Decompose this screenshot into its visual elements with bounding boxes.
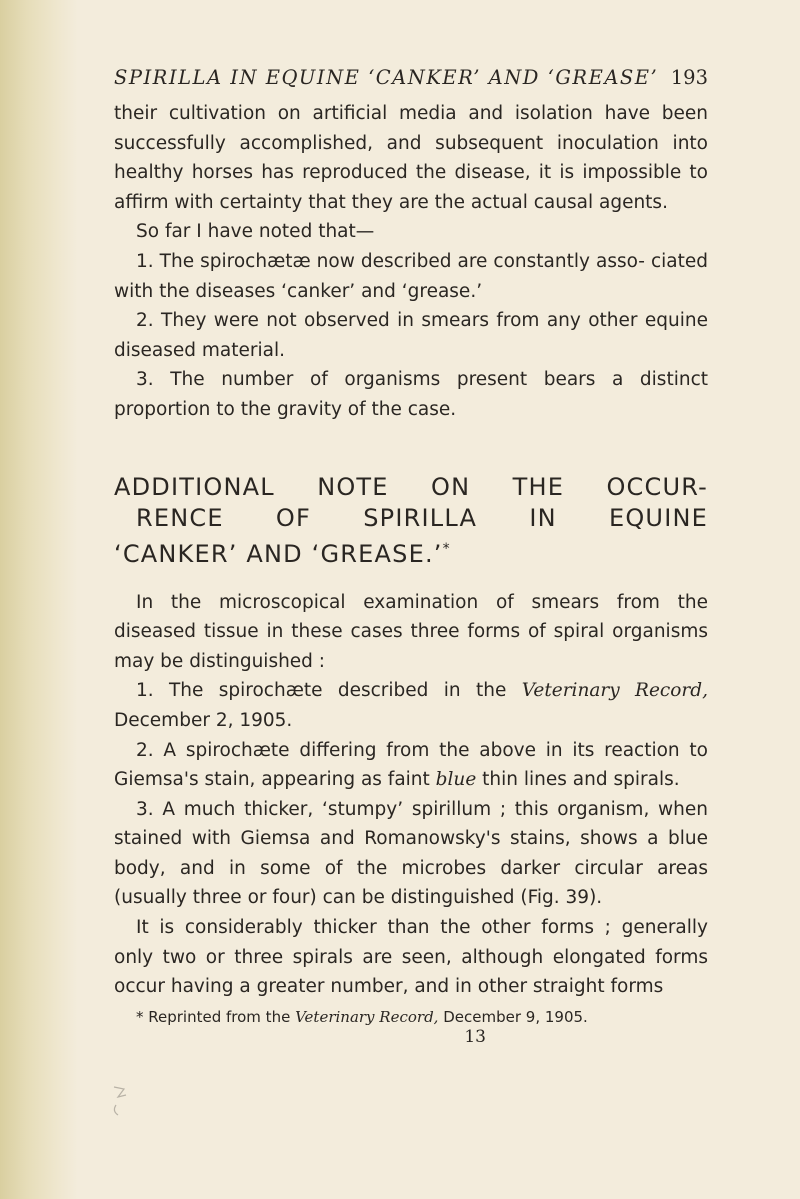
pencil-mark-icon: [110, 1083, 134, 1119]
form-item-2: [114, 736, 708, 795]
footnote-symbol: *: [136, 1007, 144, 1026]
footnote-text-a: Reprinted from the: [143, 1007, 296, 1026]
footnote: [114, 1006, 708, 1028]
footnote-text-b: December 9, 1905.: [438, 1007, 588, 1026]
book-page: [114, 66, 708, 1046]
form-item-2-b: thin lines and spirals.: [476, 769, 680, 791]
paragraph-noted: So far I have noted that—: [136, 221, 375, 243]
page-number: 193: [670, 66, 708, 89]
heading-line-1: ADDITIONAL NOTE ON THE OCCUR-: [114, 472, 708, 501]
footnote-marker: *: [442, 540, 451, 557]
heading-line-3: [114, 534, 708, 570]
footnote-journal: Veterinary Record,: [295, 1007, 439, 1026]
form-item-1-b: December 2, 1905.: [114, 709, 293, 731]
section-heading: [114, 472, 708, 570]
list-item-3: 3. The number of organisms present bears a distinct proportion to the gravity of the case.: [114, 369, 708, 420]
paragraph-continuation: their cultivation on artificial media and isolation have been successfully accomplished, and subsequent inoculation into healthy horses has reproduced the disease, it is impossible to affirm with certainty that they are the actual causal agents.: [114, 103, 708, 213]
journal-title: Veterinary Record,: [521, 680, 708, 702]
signature-mark: 13: [464, 1026, 486, 1047]
running-head: [114, 66, 708, 89]
form-item-2-a: 2. A spirochæte differing from the above in its reaction to Giemsa's stain, appearing as faint: [114, 739, 708, 791]
paragraph-thicker: It is considerably thicker than the other forms ; generally only two or three spirals are seen, although elongated forms occur having a greater number, and in other straight forms: [114, 917, 708, 998]
page-binding-shadow: [0, 0, 78, 1199]
heading-line-3-text: ‘CANKER’ AND ‘GREASE.’: [114, 539, 443, 568]
list-item-2: 2. They were not observed in smears from any other equine diseased material.: [114, 310, 708, 361]
form-item-1-a: 1. The spirochæte described in the: [136, 680, 522, 702]
form-item-1: [114, 676, 708, 735]
paragraph-intro: In the microscopical examination of smears from the diseased tissue in these cases three forms of spiral organisms may be distinguished :: [114, 591, 708, 672]
form-item-3: 3. A much thicker, ‘stumpy’ spirillum ; this organism, when stained with Giemsa and Romanowsky's stains, shows a blue body, and in some of the microbes darker circular areas (usually three or four) can be distinguished (Fig. 39).: [114, 798, 708, 909]
heading-line-2: RENCE OF SPIRILLA IN EQUINE: [136, 503, 708, 532]
list-item-1: 1. The spirochætæ now described are constantly asso- ciated with the diseases ‘canker’ and ‘grease.’: [114, 250, 708, 302]
running-head-title: SPIRILLA IN EQUINE ‘CANKER’ AND ‘GREASE’: [114, 66, 659, 89]
emphasis-blue: blue: [435, 769, 477, 791]
